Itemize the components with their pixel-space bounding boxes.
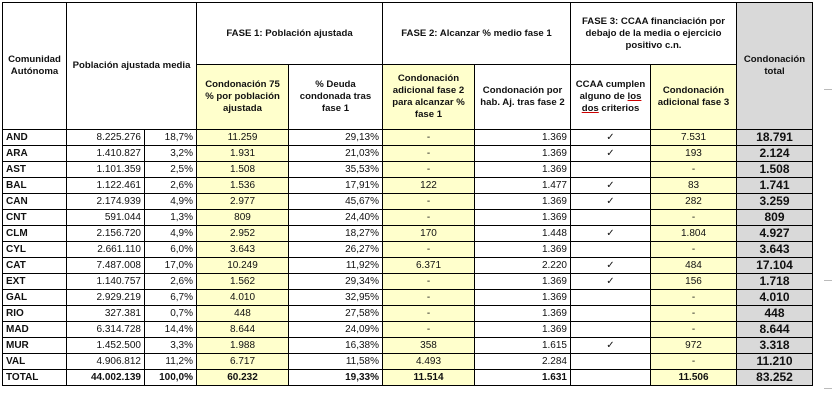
cell-porhab: 1.369 xyxy=(475,242,571,258)
cell-poblacion: 2.156.720 xyxy=(67,226,145,242)
cell-ccaa: MAD xyxy=(3,322,67,338)
cell-total: 18.791 xyxy=(737,130,813,146)
cell-pct: 3,2% xyxy=(145,146,197,162)
cell-poblacion: 2.174.939 xyxy=(67,194,145,210)
table-row xyxy=(3,242,813,258)
cell-total: 3.643 xyxy=(737,242,813,258)
cell-poblacion: 1.452.500 xyxy=(67,338,145,354)
cell-poblacion: 1.140.757 xyxy=(67,274,145,290)
cell-porhab: 1.477 xyxy=(475,178,571,194)
cell-adic3: - xyxy=(651,290,737,306)
cell-adic2: - xyxy=(383,194,475,210)
cell-adic2: - xyxy=(383,322,475,338)
cell-porhab: 1.631 xyxy=(475,370,571,386)
cell-poblacion: 6.314.728 xyxy=(67,322,145,338)
cell-deuda: 45,67% xyxy=(289,194,383,210)
cell-adic3: 11.506 xyxy=(651,370,737,386)
cell-poblacion: 591.044 xyxy=(67,210,145,226)
cell-cond75: 2.977 xyxy=(197,194,289,210)
cell-check xyxy=(571,354,651,370)
cell-cond75: 60.232 xyxy=(197,370,289,386)
table-row xyxy=(3,258,813,274)
cell-total: 4.010 xyxy=(737,290,813,306)
cell-cond75: 1.931 xyxy=(197,146,289,162)
cell-adic3: 7.531 xyxy=(651,130,737,146)
cell-pct: 6,0% xyxy=(145,242,197,258)
cell-cond75: 1.988 xyxy=(197,338,289,354)
table-row xyxy=(3,146,813,162)
cell-ccaa: ARA xyxy=(3,146,67,162)
cell-poblacion: 327.381 xyxy=(67,306,145,322)
cell-ccaa: CLM xyxy=(3,226,67,242)
cell-poblacion: 2.661.110 xyxy=(67,242,145,258)
cell-pct: 11,2% xyxy=(145,354,197,370)
cell-ccaa: EXT xyxy=(3,274,67,290)
cell-ccaa: CYL xyxy=(3,242,67,258)
cell-porhab: 1.369 xyxy=(475,290,571,306)
cell-total: 1.741 xyxy=(737,178,813,194)
table-row xyxy=(3,162,813,178)
cell-poblacion: 1.101.359 xyxy=(67,162,145,178)
cell-check: ✓ xyxy=(571,338,651,354)
cell-ccaa: CAN xyxy=(3,194,67,210)
cell-porhab: 1.369 xyxy=(475,322,571,338)
cell-deuda: 26,27% xyxy=(289,242,383,258)
cell-adic3: 83 xyxy=(651,178,737,194)
cell-check: ✓ xyxy=(571,258,651,274)
cell-deuda: 11,58% xyxy=(289,354,383,370)
cell-adic2: - xyxy=(383,130,475,146)
cell-check xyxy=(571,322,651,338)
cell-cond75: 6.717 xyxy=(197,354,289,370)
cell-adic2: 11.514 xyxy=(383,370,475,386)
cell-adic2: - xyxy=(383,306,475,322)
cell-check xyxy=(571,290,651,306)
cell-check: ✓ xyxy=(571,226,651,242)
header-porhab: Condonación por hab. Aj. tras fase 2 xyxy=(475,65,571,130)
cell-poblacion: 1.410.827 xyxy=(67,146,145,162)
cell-porhab: 1.369 xyxy=(475,210,571,226)
cell-adic2: 4.493 xyxy=(383,354,475,370)
cell-adic3: 282 xyxy=(651,194,737,210)
cell-total: 809 xyxy=(737,210,813,226)
cell-check xyxy=(571,210,651,226)
cell-check xyxy=(571,162,651,178)
cell-adic3: - xyxy=(651,322,737,338)
cell-deuda: 16,38% xyxy=(289,338,383,354)
cell-ccaa: AND xyxy=(3,130,67,146)
cell-pct: 0,7% xyxy=(145,306,197,322)
cell-poblacion: 7.487.008 xyxy=(67,258,145,274)
cell-pct: 2,5% xyxy=(145,162,197,178)
cell-total: 4.927 xyxy=(737,226,813,242)
cell-deuda: 18,27% xyxy=(289,226,383,242)
cell-pct: 2,6% xyxy=(145,274,197,290)
cell-porhab: 1.369 xyxy=(475,162,571,178)
cell-check xyxy=(571,306,651,322)
cell-ccaa: CAT xyxy=(3,258,67,274)
header-total: Condonación total xyxy=(737,3,813,130)
cell-check: ✓ xyxy=(571,194,651,210)
cell-pct: 1,3% xyxy=(145,210,197,226)
table-row xyxy=(3,274,813,290)
table-row xyxy=(3,178,813,194)
cell-porhab: 2.284 xyxy=(475,354,571,370)
cell-adic3: - xyxy=(651,162,737,178)
cell-ccaa: TOTAL xyxy=(3,370,67,386)
cell-cond75: 1.562 xyxy=(197,274,289,290)
cell-total: 3.259 xyxy=(737,194,813,210)
cell-total: 11.210 xyxy=(737,354,813,370)
table-row xyxy=(3,226,813,242)
header-adic2: Condonación adicional fase 2 para alcanzar % fase 1 xyxy=(383,65,475,130)
cell-adic2: - xyxy=(383,274,475,290)
cell-cond75: 448 xyxy=(197,306,289,322)
cell-total: 3.318 xyxy=(737,338,813,354)
cell-total: 8.644 xyxy=(737,322,813,338)
cell-adic2: 6.371 xyxy=(383,258,475,274)
header-poblacion: Población ajustada media xyxy=(67,3,197,130)
table-row xyxy=(3,130,813,146)
cell-porhab: 2.220 xyxy=(475,258,571,274)
cell-cond75: 1.508 xyxy=(197,162,289,178)
header-comunidad: Comunidad Autónoma xyxy=(3,3,67,130)
cell-deuda: 17,91% xyxy=(289,178,383,194)
cell-ccaa: CNT xyxy=(3,210,67,226)
cell-porhab: 1.369 xyxy=(475,130,571,146)
table-row xyxy=(3,354,813,370)
header-adic3: Condonación adicional fase 3 xyxy=(651,65,737,130)
cell-pct: 6,7% xyxy=(145,290,197,306)
cell-deuda: 21,03% xyxy=(289,146,383,162)
header-fase1: FASE 1: Población ajustada xyxy=(197,3,383,65)
header-cond75: Condonación 75 % por población ajustada xyxy=(197,65,289,130)
cell-adic3: - xyxy=(651,242,737,258)
cell-pct: 2,6% xyxy=(145,178,197,194)
cell-deuda: 32,95% xyxy=(289,290,383,306)
cell-pct: 18,7% xyxy=(145,130,197,146)
cell-deuda: 35,53% xyxy=(289,162,383,178)
cell-adic3: 156 xyxy=(651,274,737,290)
cell-deuda: 24,40% xyxy=(289,210,383,226)
cell-pct: 4,9% xyxy=(145,226,197,242)
cell-porhab: 1.448 xyxy=(475,226,571,242)
header-cumplen: CCAA cumplen alguno de los dos criterios xyxy=(571,65,651,130)
cell-pct: 100,0% xyxy=(145,370,197,386)
cell-adic2: 358 xyxy=(383,338,475,354)
cell-adic2: 122 xyxy=(383,178,475,194)
cell-porhab: 1.369 xyxy=(475,146,571,162)
cell-porhab: 1.369 xyxy=(475,194,571,210)
cell-cond75: 1.536 xyxy=(197,178,289,194)
cell-adic2: - xyxy=(383,146,475,162)
cell-cond75: 8.644 xyxy=(197,322,289,338)
cell-total: 2.124 xyxy=(737,146,813,162)
table-row xyxy=(3,194,813,210)
cell-cond75: 4.010 xyxy=(197,290,289,306)
cell-ccaa: VAL xyxy=(3,354,67,370)
header-fase2: FASE 2: Alcanzar % medio fase 1 xyxy=(383,3,571,65)
cell-check xyxy=(571,370,651,386)
cell-check: ✓ xyxy=(571,146,651,162)
cell-check: ✓ xyxy=(571,178,651,194)
table-row xyxy=(3,210,813,226)
cell-adic3: - xyxy=(651,354,737,370)
table-row xyxy=(3,338,813,354)
table-row-total xyxy=(3,370,813,386)
cell-adic3: - xyxy=(651,306,737,322)
cell-adic3: - xyxy=(651,210,737,226)
cell-cond75: 2.952 xyxy=(197,226,289,242)
cell-ccaa: RIO xyxy=(3,306,67,322)
cell-deuda: 19,33% xyxy=(289,370,383,386)
cell-total: 1.508 xyxy=(737,162,813,178)
condonacion-table xyxy=(2,2,813,386)
cell-porhab: 1.615 xyxy=(475,338,571,354)
cell-ccaa: MUR xyxy=(3,338,67,354)
cell-deuda: 29,13% xyxy=(289,130,383,146)
cell-adic3: 484 xyxy=(651,258,737,274)
cell-cond75: 11.259 xyxy=(197,130,289,146)
cell-pct: 4,9% xyxy=(145,194,197,210)
cell-total: 17.104 xyxy=(737,258,813,274)
cell-porhab: 1.369 xyxy=(475,306,571,322)
cell-ccaa: AST xyxy=(3,162,67,178)
cell-poblacion: 8.225.276 xyxy=(67,130,145,146)
table-row xyxy=(3,322,813,338)
cell-total: 83.252 xyxy=(737,370,813,386)
cell-pct: 14,4% xyxy=(145,322,197,338)
cell-check: ✓ xyxy=(571,130,651,146)
cell-ccaa: GAL xyxy=(3,290,67,306)
cell-cond75: 809 xyxy=(197,210,289,226)
cell-poblacion: 4.906.812 xyxy=(67,354,145,370)
table-row xyxy=(3,290,813,306)
cell-poblacion: 2.929.219 xyxy=(67,290,145,306)
cell-check: ✓ xyxy=(571,274,651,290)
cell-deuda: 24,09% xyxy=(289,322,383,338)
cell-pct: 3,3% xyxy=(145,338,197,354)
cell-ccaa: BAL xyxy=(3,178,67,194)
cell-deuda: 27,58% xyxy=(289,306,383,322)
cell-porhab: 1.369 xyxy=(475,274,571,290)
cell-adic2: - xyxy=(383,162,475,178)
cell-poblacion: 1.122.461 xyxy=(67,178,145,194)
cell-adic3: 193 xyxy=(651,146,737,162)
cell-adic3: 972 xyxy=(651,338,737,354)
cell-adic2: - xyxy=(383,210,475,226)
cell-cond75: 3.643 xyxy=(197,242,289,258)
cell-adic2: - xyxy=(383,242,475,258)
cell-check xyxy=(571,242,651,258)
header-fase3: FASE 3: CCAA financiación por debajo de la media o ejercicio positivo c.n. xyxy=(571,3,737,65)
cell-adic2: 170 xyxy=(383,226,475,242)
cell-total: 448 xyxy=(737,306,813,322)
cell-total: 1.718 xyxy=(737,274,813,290)
cell-deuda: 29,34% xyxy=(289,274,383,290)
cell-poblacion: 44.002.139 xyxy=(67,370,145,386)
table-row xyxy=(3,306,813,322)
cell-cond75: 10.249 xyxy=(197,258,289,274)
cell-pct: 17,0% xyxy=(145,258,197,274)
cell-deuda: 11,92% xyxy=(289,258,383,274)
header-deuda: % Deuda condonada tras fase 1 xyxy=(289,65,383,130)
cell-adic3: 1.804 xyxy=(651,226,737,242)
cell-adic2: - xyxy=(383,290,475,306)
